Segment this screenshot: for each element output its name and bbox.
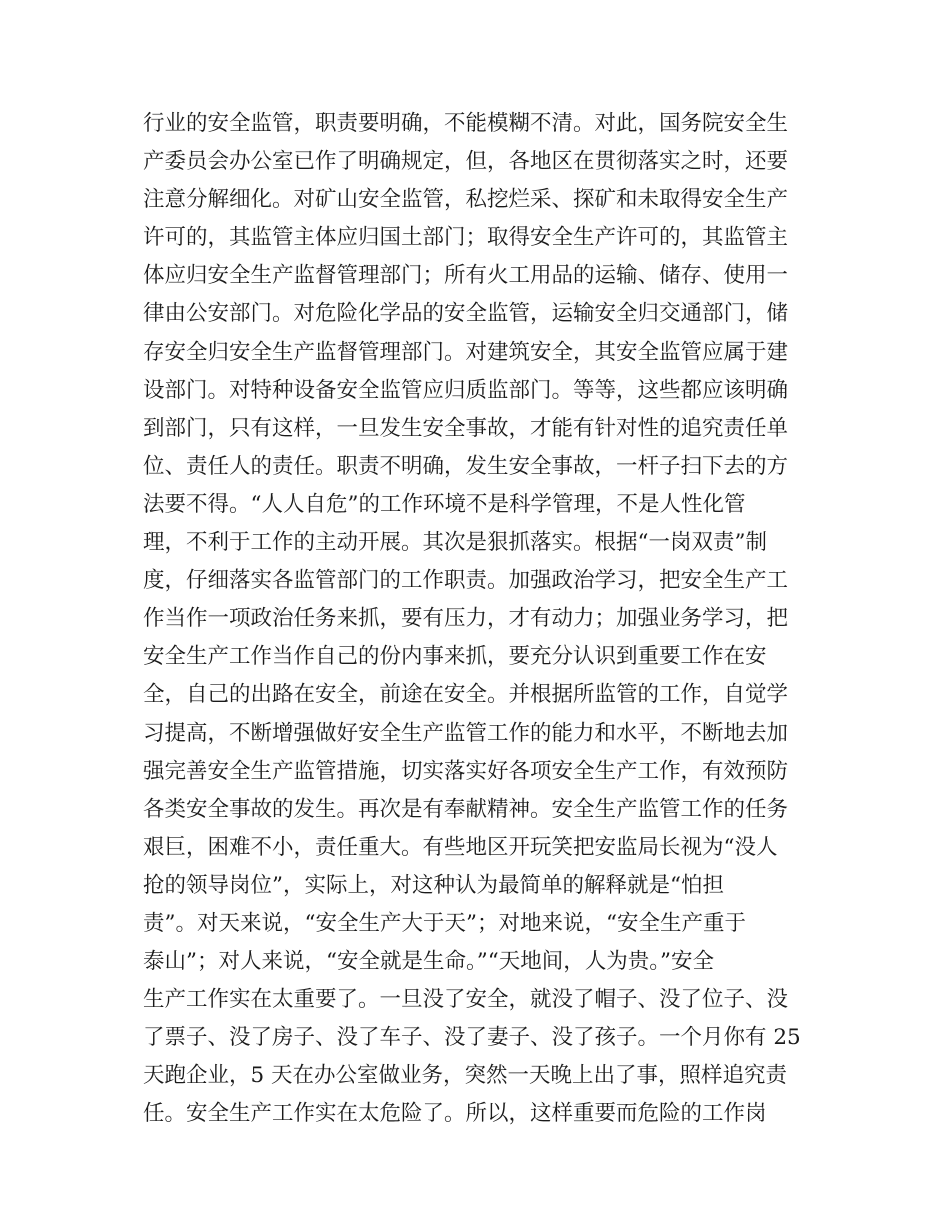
text-line: 法要不得。“人人自危”的工作环境不是科学管理，不是人性化管 <box>143 491 746 517</box>
text-line: 许可的，其监管主体应归国土部门；取得安全生产许可的，其监管主 <box>143 225 789 251</box>
text-line: 强完善安全生产监管措施，切实落实好各项安全生产工作，有效预防 <box>143 758 789 784</box>
text-line: 存安全归安全生产监督管理部门。对建筑安全，其安全监管应属于建 <box>143 339 789 365</box>
text-line: 设部门。对特种设备安全监管应归质监部门。等等，这些都应该明确 <box>143 377 789 403</box>
text-line: 律由公安部门。对危险化学品的安全监管，运输安全归交通部门，储 <box>143 301 789 327</box>
text-line: 理，不利于工作的主动开展。其次是狠抓落实。根据“一岗双责”制 <box>143 530 767 556</box>
text-line: 泰山”；对人来说，“安全就是生命。”“天地间，人为贵。”安全 <box>143 949 714 975</box>
text-line: 各类安全事故的发生。再次是有奉献精神。安全生产监管工作的任务 <box>143 796 789 822</box>
text-line: 习提高，不断增强做好安全生产监管工作的能力和水平，不断地去加 <box>143 720 789 746</box>
text-line: 度，仔细落实各监管部门的工作职责。加强政治学习，把安全生产工 <box>143 568 789 594</box>
text-line: 天跑企业，5 天在办公室做业务，突然一天晚上出了事，照样追究责 <box>143 1063 788 1089</box>
body-text <box>143 105 823 1134</box>
text-line: 艰巨，困难不小，责任重大。有些地区开玩笑把安监局长视为“没人 <box>143 834 778 860</box>
text-line: 注意分解细化。对矿山安全监管，私挖烂采、探矿和未取得安全生产 <box>143 187 789 213</box>
text-line: 行业的安全监管，职责要明确，不能模糊不清。对此，国务院安全生 <box>143 111 789 136</box>
text-line: 产委员会办公室已作了明确规定，但，各地区在贯彻落实之时，还要 <box>143 149 789 175</box>
text-line: 到部门，只有这样，一旦发生安全事故，才能有针对性的追究责任单 <box>143 415 789 441</box>
text-line: 作当作一项政治任务来抓，要有压力，才有动力；加强业务学习，把 <box>143 606 789 632</box>
text-line: 体应归安全生产监督管理部门；所有火工用品的运输、储存、使用一 <box>143 263 789 289</box>
text-line: 全，自己的出路在安全，前途在安全。并根据所监管的工作，自觉学 <box>143 682 789 708</box>
text-line: 位、责任人的责任。职责不明确，发生安全事故，一杆子扫下去的方 <box>143 453 789 479</box>
text-line: 抢的领导岗位”，实际上，对这种认为最简单的解释就是“怕担 <box>143 872 724 898</box>
text-line: 任。安全生产工作实在太危险了。所以，这样重要而危险的工作岗 <box>143 1101 767 1127</box>
text-line: 责”。对天来说，“安全生产大于天”；对地来说，“安全生产重于 <box>143 910 746 936</box>
text-line: 安全生产工作当作自己的份内事来抓，要充分认识到重要工作在安 <box>143 644 767 670</box>
text-line: 生产工作实在太重要了。一旦没了安全，就没了帽子、没了位子、没 <box>143 987 789 1013</box>
text-line: 了票子、没了房子、没了车子、没了妻子、没了孩子。一个月你有 25 <box>143 1025 801 1051</box>
